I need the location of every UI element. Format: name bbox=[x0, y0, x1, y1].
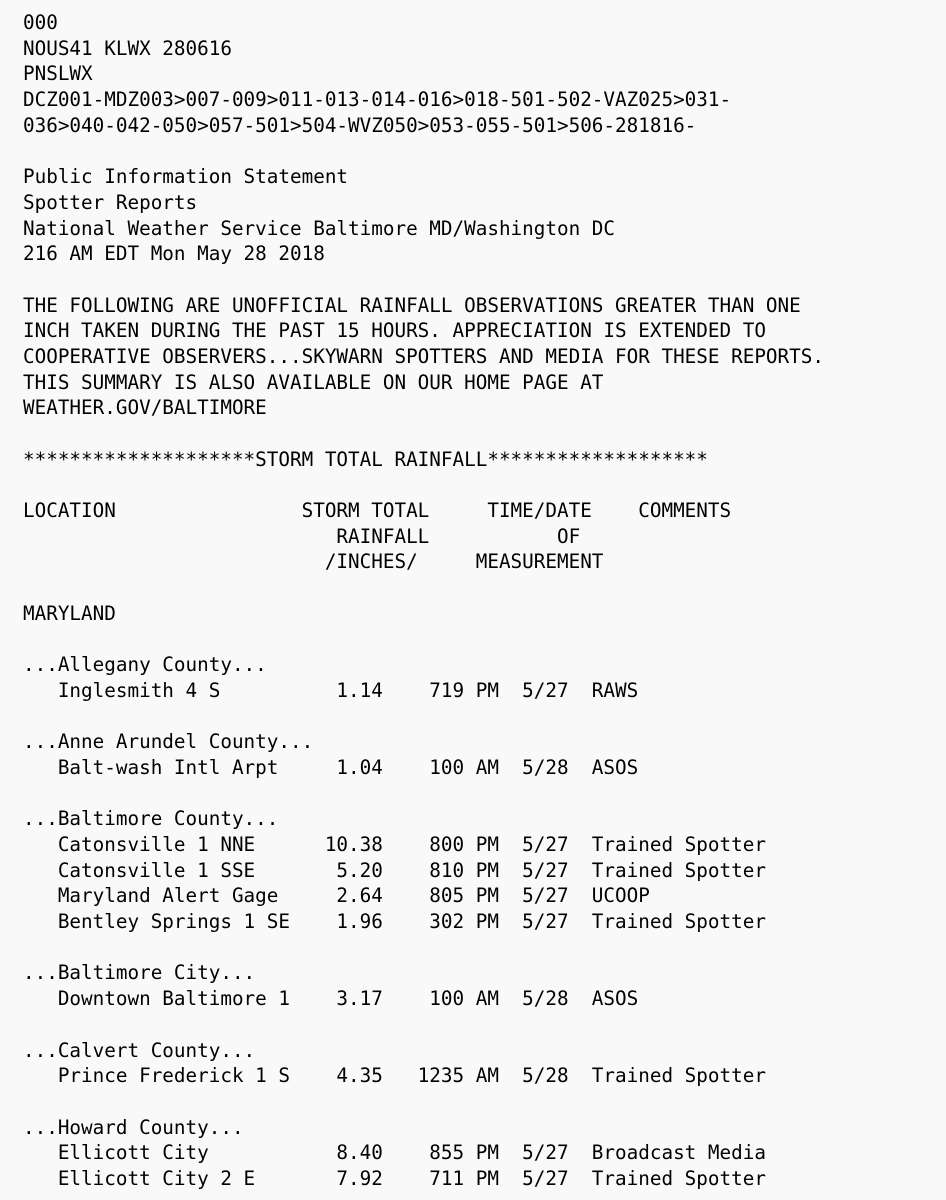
text-line: Bentley Springs 1 SE 1.96 302 PM 5/27 Trained Spotter bbox=[23, 910, 766, 934]
text-line bbox=[23, 267, 824, 293]
text-line: Ellicott City 2 E 7.92 711 PM 5/27 Trained Spotter bbox=[23, 1166, 766, 1190]
text-line: ...Anne Arundel County... bbox=[23, 730, 314, 754]
text-line: /INCHES/ MEASUREMENT bbox=[23, 550, 604, 574]
text-line: ...Baltimore County... bbox=[23, 807, 279, 831]
text-line bbox=[23, 575, 824, 601]
text-line: LOCATION STORM TOTAL TIME/DATE COMMENTS bbox=[23, 499, 732, 523]
text-line: ...Howard County... bbox=[23, 1115, 244, 1139]
text-line: ...Baltimore City... bbox=[23, 961, 256, 985]
text-line: NOUS41 KLWX 280616 bbox=[23, 36, 232, 60]
text-line: Inglesmith 4 S 1.14 719 PM 5/27 RAWS bbox=[23, 678, 639, 702]
text-line: THE FOLLOWING ARE UNOFFICIAL RAINFALL OBSERVATIONS GREATER THAN ONE bbox=[23, 293, 801, 317]
text-line: Catonsville 1 SSE 5.20 810 PM 5/27 Trained Spotter bbox=[23, 858, 766, 882]
text-line: PNSLWX bbox=[23, 62, 93, 86]
text-line: Maryland Alert Gage 2.64 805 PM 5/27 UCOOP bbox=[23, 884, 650, 908]
text-line bbox=[23, 935, 824, 961]
text-line: 036>040-042-050>057-501>504-WVZ050>053-055-501>506-281816- bbox=[23, 113, 697, 137]
text-line: Balt-wash Intl Arpt 1.04 100 AM 5/28 ASOS bbox=[23, 755, 639, 779]
text-line: Downtown Baltimore 1 3.17 100 AM 5/28 ASOS bbox=[23, 987, 639, 1011]
text-line: ********************STORM TOTAL RAINFALL******************* bbox=[23, 447, 708, 471]
text-line: Public Information Statement bbox=[23, 165, 349, 189]
text-line: Ellicott City 8.40 855 PM 5/27 Broadcast Media bbox=[23, 1141, 766, 1165]
text-line: COOPERATIVE OBSERVERS...SKYWARN SPOTTERS AND MEDIA FOR THESE REPORTS. bbox=[23, 344, 824, 368]
text-line: National Weather Service Baltimore MD/Washington DC bbox=[23, 216, 616, 240]
text-line: Spotter Reports bbox=[23, 190, 198, 214]
text-line bbox=[23, 472, 824, 498]
text-line: DCZ001-MDZ003>007-009>011-013-014-016>018-501-502-VAZ025>031- bbox=[23, 88, 732, 112]
document-text bbox=[23, 10, 824, 1192]
text-line bbox=[23, 421, 824, 447]
text-line: ...Calvert County... bbox=[23, 1038, 256, 1062]
text-line bbox=[23, 781, 824, 807]
text-line: THIS SUMMARY IS ALSO AVAILABLE ON OUR HOME PAGE AT bbox=[23, 370, 604, 394]
text-line: Catonsville 1 NNE 10.38 800 PM 5/27 Trained Spotter bbox=[23, 833, 766, 856]
text-line: 216 AM EDT Mon May 28 2018 bbox=[23, 242, 325, 266]
text-line: INCH TAKEN DURING THE PAST 15 HOURS. APPRECIATION IS EXTENDED TO bbox=[23, 319, 766, 343]
text-line: RAINFALL OF bbox=[23, 524, 581, 548]
text-line: ...Allegany County... bbox=[23, 653, 267, 677]
text-line: Prince Frederick 1 S 4.35 1235 AM 5/28 Trained Spotter bbox=[23, 1064, 766, 1088]
text-line: MARYLAND bbox=[23, 601, 116, 625]
text-line bbox=[23, 704, 824, 730]
text-line bbox=[23, 627, 824, 653]
text-line bbox=[23, 138, 824, 164]
text-line: WEATHER.GOV/BALTIMORE bbox=[23, 396, 267, 420]
text-line: 000 bbox=[23, 11, 58, 34]
text-line bbox=[23, 1089, 824, 1115]
text-line bbox=[23, 1012, 824, 1038]
